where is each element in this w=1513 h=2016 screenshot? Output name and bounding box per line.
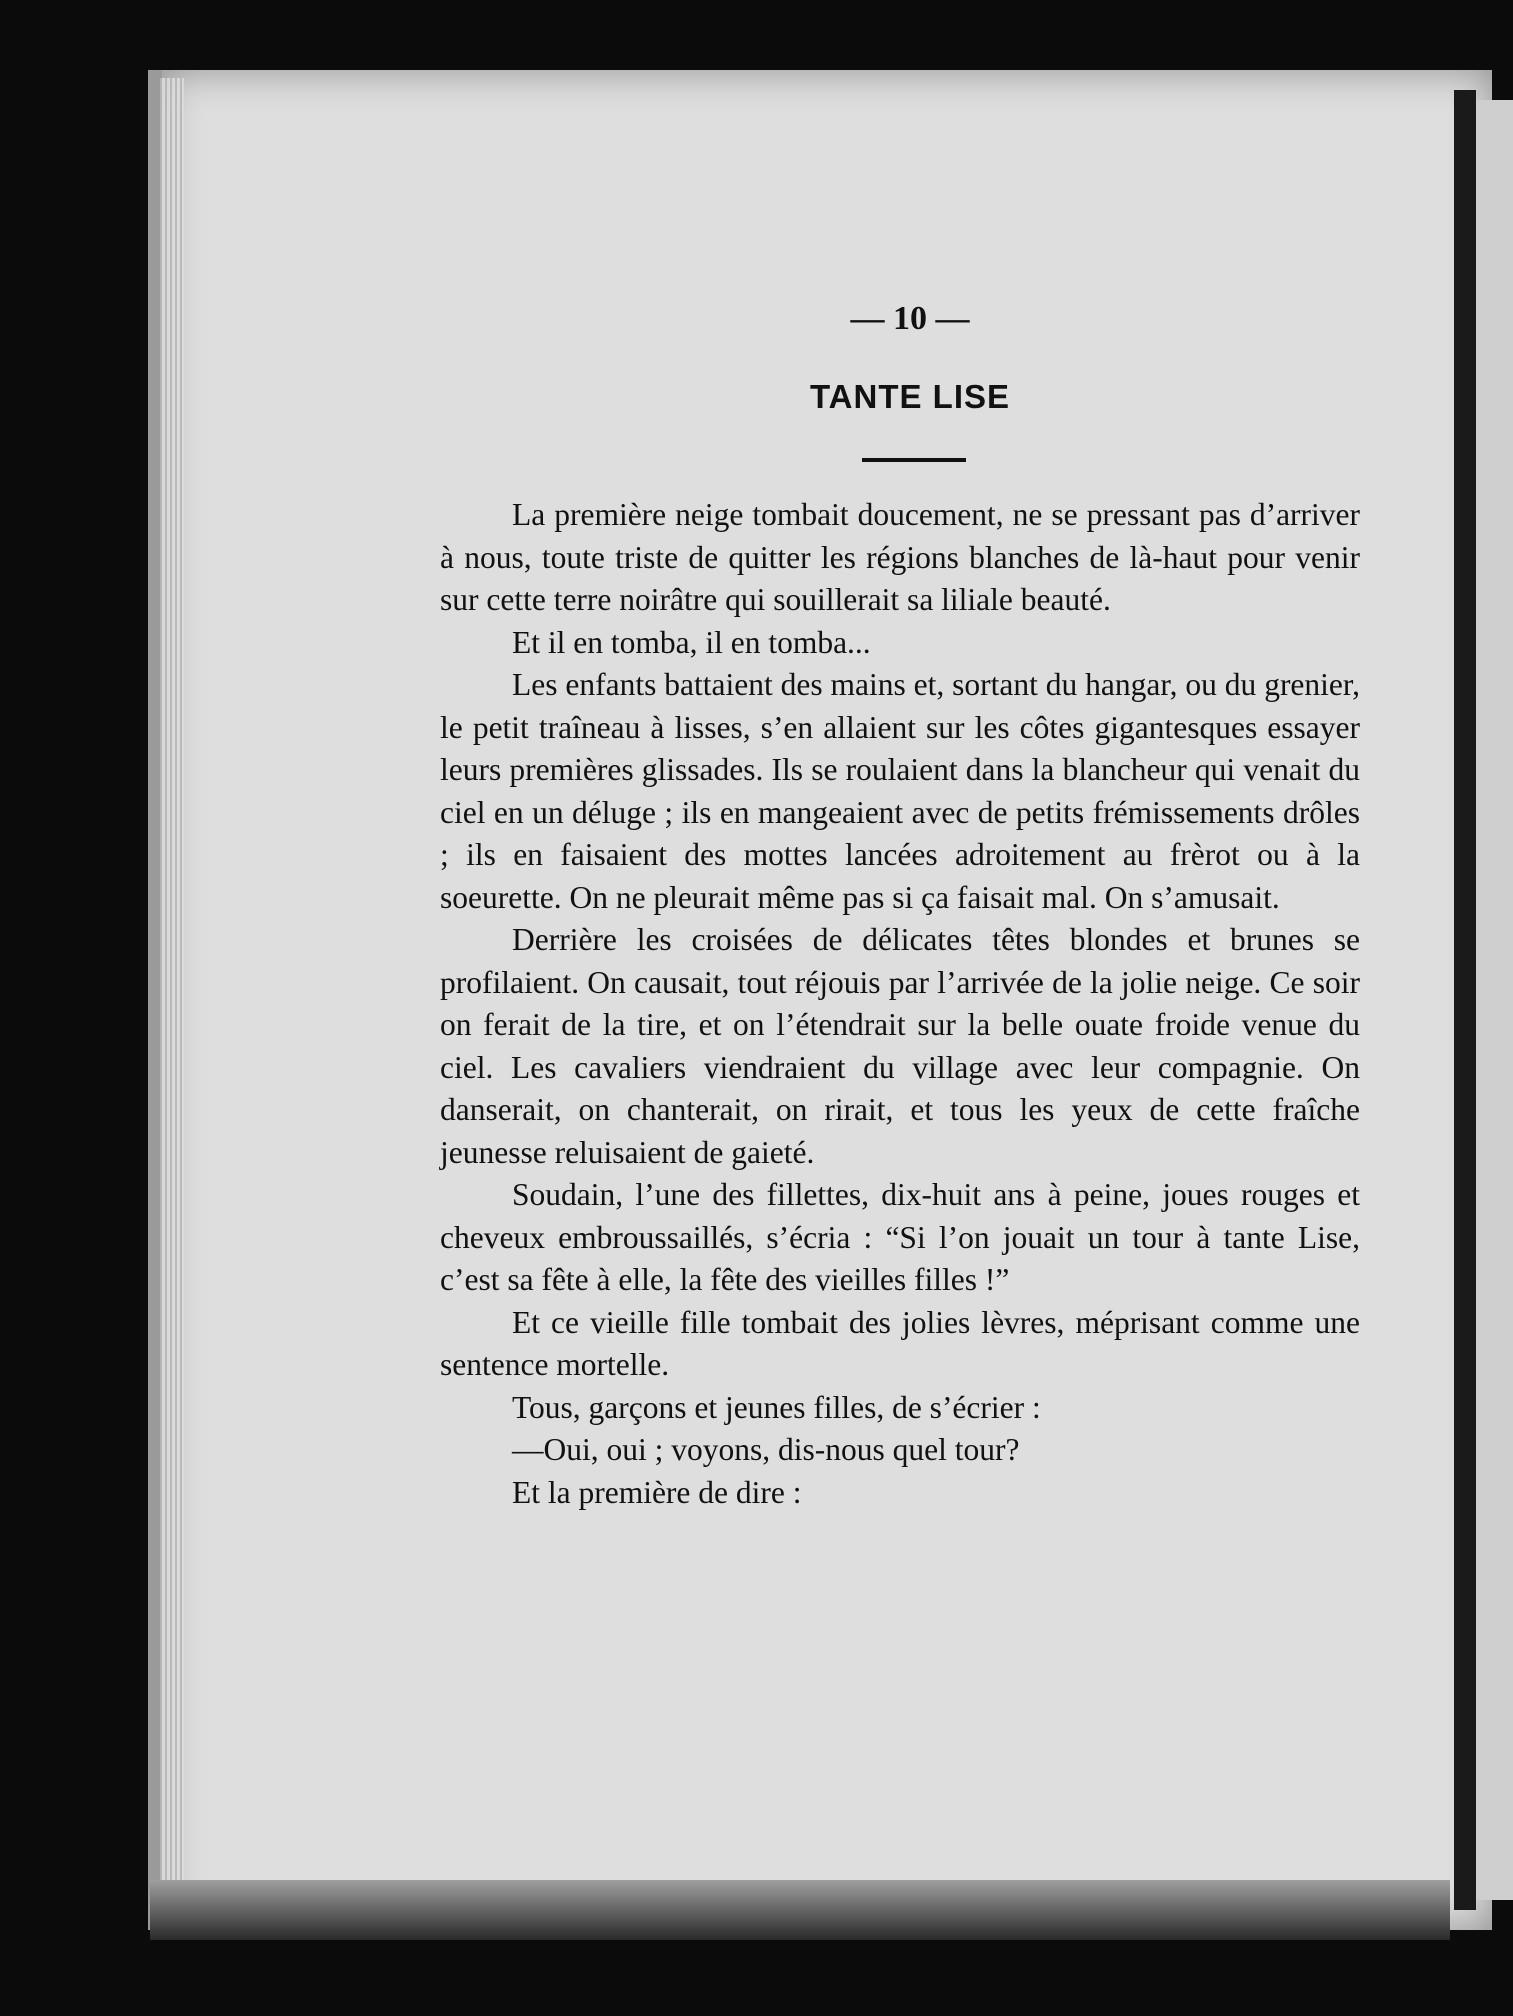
paragraph-6: Et ce vieille fille tombait des jolies lèvres, méprisant comme une sentence mortelle. xyxy=(440,1304,1360,1382)
paragraph-9: Et la première de dire : xyxy=(512,1474,802,1510)
next-page-edge xyxy=(1476,100,1513,1900)
binding-shadow xyxy=(1454,90,1476,1910)
paragraph-3: Les enfants battaient des mains et, sortant du hangar, ou du grenier, le petit traîneau à lisses, s’en allaient sur les côtes gigantesques essayer leurs premières glissades. Ils se roulaient dans la blancheur qui venait du ciel en un déluge ; ils en mangeaient avec de petits frémissements drôles ; ils en faisaient des mottes lancées adroitement au frèrot ou à la soeurette. On ne pleurait même pas si ça faisait mal. On s’amusait. xyxy=(440,667,1360,915)
paragraph-5: Soudain, l’une des fillettes, dix-huit ans à peine, joues rouges et cheveux embroussaillés, s’écria : “Si l’on jouait un tour à tante Lise, c’est sa fête à elle, la fête des vieilles filles !” xyxy=(440,1177,1360,1297)
paragraph-7: Tous, garçons et jeunes filles, de s’écrier : xyxy=(512,1389,1041,1425)
chapter-title: TANTE LISE xyxy=(809,378,1011,415)
paragraph-4: Derrière les croisées de délicates têtes blondes et brunes se profilaient. On causait, tout réjouis par l’arrivée de la jolie neige. Ce soir on ferait de la tire, et on l’étendrait sur la belle ouate froide venue du ciel. Les cavaliers viendraient du village avec leur compagnie. On danserait, on chanterait, on rirait, et tous les yeux de cette fraîche jeunesse reluisaient de gaieté. xyxy=(440,922,1360,1170)
page-edges xyxy=(160,78,184,1898)
body-text xyxy=(440,494,1360,1514)
paragraph-8: —Oui, oui ; voyons, dis-nous quel tour? xyxy=(512,1432,1020,1467)
paragraph-1: La première neige tombait doucement, ne se pressant pas d’arriver à nous, toute triste de quitter les régions blanches de là-haut pour venir sur cette terre noirâtre qui souillerait sa liliale beauté. xyxy=(440,497,1360,617)
page-number: — 10 — xyxy=(850,300,970,337)
paragraph-2: Et il en tomba, il en tomba... xyxy=(512,624,871,660)
bottom-shadow xyxy=(150,1880,1450,1940)
title-rule xyxy=(862,458,966,462)
